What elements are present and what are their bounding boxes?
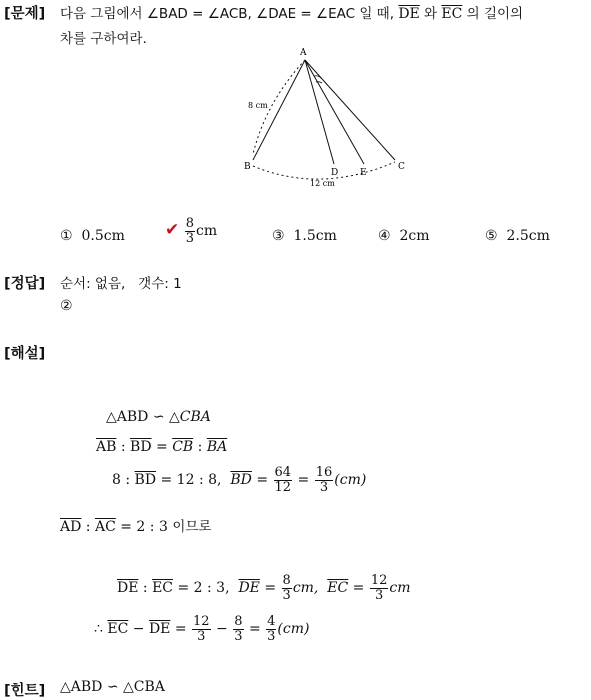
seg: $\overline{BD}$ <box>134 472 157 489</box>
seg: $\overline{AD}$ <box>60 519 82 535</box>
seg: $\overline{CB}$ <box>172 439 194 455</box>
unit: cm <box>389 580 411 597</box>
choice-number: ① <box>60 228 73 244</box>
segment-de: $\overline{DE}$ <box>398 6 420 22</box>
arc-bc <box>253 162 395 179</box>
fraction <box>266 615 276 643</box>
geometry-figure <box>230 42 430 192</box>
op: − <box>128 621 149 638</box>
segment-ec: $\overline{EC}$ <box>441 6 463 22</box>
explanation-label: [해설] <box>4 346 46 362</box>
op: = <box>348 580 369 597</box>
choice-text: 1.5cm <box>293 228 337 244</box>
point-label-c: C <box>398 162 405 172</box>
numerator: 4 <box>267 614 276 629</box>
problem-text-part: 의 길이의 <box>462 6 524 22</box>
op: = 2 : 3 <box>115 519 173 535</box>
op: − <box>211 621 233 638</box>
op: = 2 : 3, <box>173 580 239 597</box>
op: 8 : <box>112 472 135 489</box>
seg: $\overline{DE}$ <box>117 580 139 597</box>
denominator: 3 <box>319 479 329 495</box>
answer-info: 순서: 없음, 갯수: 1 <box>60 276 182 292</box>
ratio-line <box>60 515 211 535</box>
length-label-ab: 8 cm <box>248 101 268 110</box>
op: = <box>170 621 192 638</box>
seg: $\overline{DE}$ <box>238 580 260 597</box>
fraction <box>315 466 334 494</box>
problem-label: [문제] <box>4 6 46 22</box>
point-label-a: A <box>300 48 307 58</box>
denominator: 3 <box>267 628 276 644</box>
choice-number: ⑤ <box>485 228 498 244</box>
answer-label: [정답] <box>4 276 46 292</box>
choice-5[interactable] <box>485 228 550 244</box>
problem-text-line1 <box>60 2 523 22</box>
numerator: 8 <box>234 614 243 629</box>
numerator: 12 <box>193 614 210 629</box>
seg: $\overline{DE}$ <box>148 621 171 638</box>
op: = <box>251 472 273 489</box>
line-ab <box>253 60 305 160</box>
numerator: 64 <box>274 465 292 480</box>
op: : <box>116 439 131 455</box>
unit: (cm) <box>334 472 367 489</box>
op: : <box>81 519 95 535</box>
choice-3[interactable] <box>272 228 337 244</box>
point-label-e: E <box>360 168 367 178</box>
seg: $\overline{EC}$ <box>327 580 349 597</box>
fraction <box>192 615 211 643</box>
point-label-d: D <box>331 168 339 178</box>
denominator: 3 <box>197 628 206 644</box>
op: ∴ <box>94 621 108 638</box>
choice-unit: cm <box>195 223 218 240</box>
seg: $\overline{AC}$ <box>94 519 116 535</box>
checkmark-icon: ✔ <box>165 220 180 241</box>
numerator: 12 <box>370 573 388 588</box>
problem-text-line2: 차를 구하여라. <box>60 31 147 47</box>
seg: $\overline{EC}$ <box>107 621 129 638</box>
choice-number: ④ <box>378 228 391 244</box>
denominator: 3 <box>234 628 243 644</box>
hint-text: △ABD ∽ △CBA <box>60 679 165 695</box>
numerator: 8 <box>282 573 291 588</box>
angle-mark <box>316 82 322 83</box>
fraction <box>233 615 243 643</box>
fraction <box>282 574 292 602</box>
choice-4[interactable] <box>378 228 430 244</box>
answer-value: ② <box>60 298 73 314</box>
seg: $\overline{BA}$ <box>206 439 228 455</box>
choice-2[interactable] <box>165 217 217 245</box>
numerator: 8 <box>185 216 194 231</box>
similarity-statement <box>106 409 211 425</box>
final-line <box>94 615 309 643</box>
choice-number: ③ <box>272 228 285 244</box>
bd-calculation <box>112 466 366 494</box>
choice-text: 2.5cm <box>506 228 550 244</box>
seg: $\overline{EC}$ <box>152 580 174 597</box>
op: = 12 : 8, <box>156 472 231 489</box>
op: : <box>138 580 153 597</box>
similarity-text: △ABD ∽ △ <box>106 409 180 425</box>
op: = <box>151 439 173 455</box>
op: = <box>244 621 266 638</box>
similarity-cba: CBA <box>179 409 211 425</box>
fraction <box>370 574 389 602</box>
denominator: 12 <box>274 479 292 495</box>
fraction <box>274 466 293 494</box>
hint-label: [힌트] <box>4 683 46 699</box>
denominator: 3 <box>185 230 194 246</box>
unit: (cm) <box>277 621 310 638</box>
de-ec-line <box>117 574 411 602</box>
unit: cm, <box>292 580 328 597</box>
numerator: 16 <box>315 465 333 480</box>
denominator: 3 <box>374 587 384 603</box>
denominator: 3 <box>282 587 291 603</box>
choice-fraction <box>185 217 195 245</box>
line-ae <box>305 60 364 164</box>
seg: $\overline{AB}$ <box>96 439 117 455</box>
choice-text: 2cm <box>399 228 430 244</box>
choice-text: 0.5cm <box>81 228 125 244</box>
choice-1[interactable] <box>60 228 125 244</box>
op: = <box>293 472 314 489</box>
word: 이므로 <box>172 519 212 535</box>
problem-text-part: 와 <box>419 6 442 22</box>
proportion-line <box>96 439 227 455</box>
problem-text-part: 다음 그림에서 ∠BAD = ∠ACB, ∠DAE = ∠EAC 일 때, <box>60 6 399 22</box>
op: = <box>259 580 281 597</box>
op: : <box>193 439 207 455</box>
seg: $\overline{BD}$ <box>130 439 152 455</box>
length-label-bc: 12 cm <box>310 179 335 188</box>
seg: $\overline{BD}$ <box>230 472 252 489</box>
point-label-b: B <box>244 162 251 172</box>
